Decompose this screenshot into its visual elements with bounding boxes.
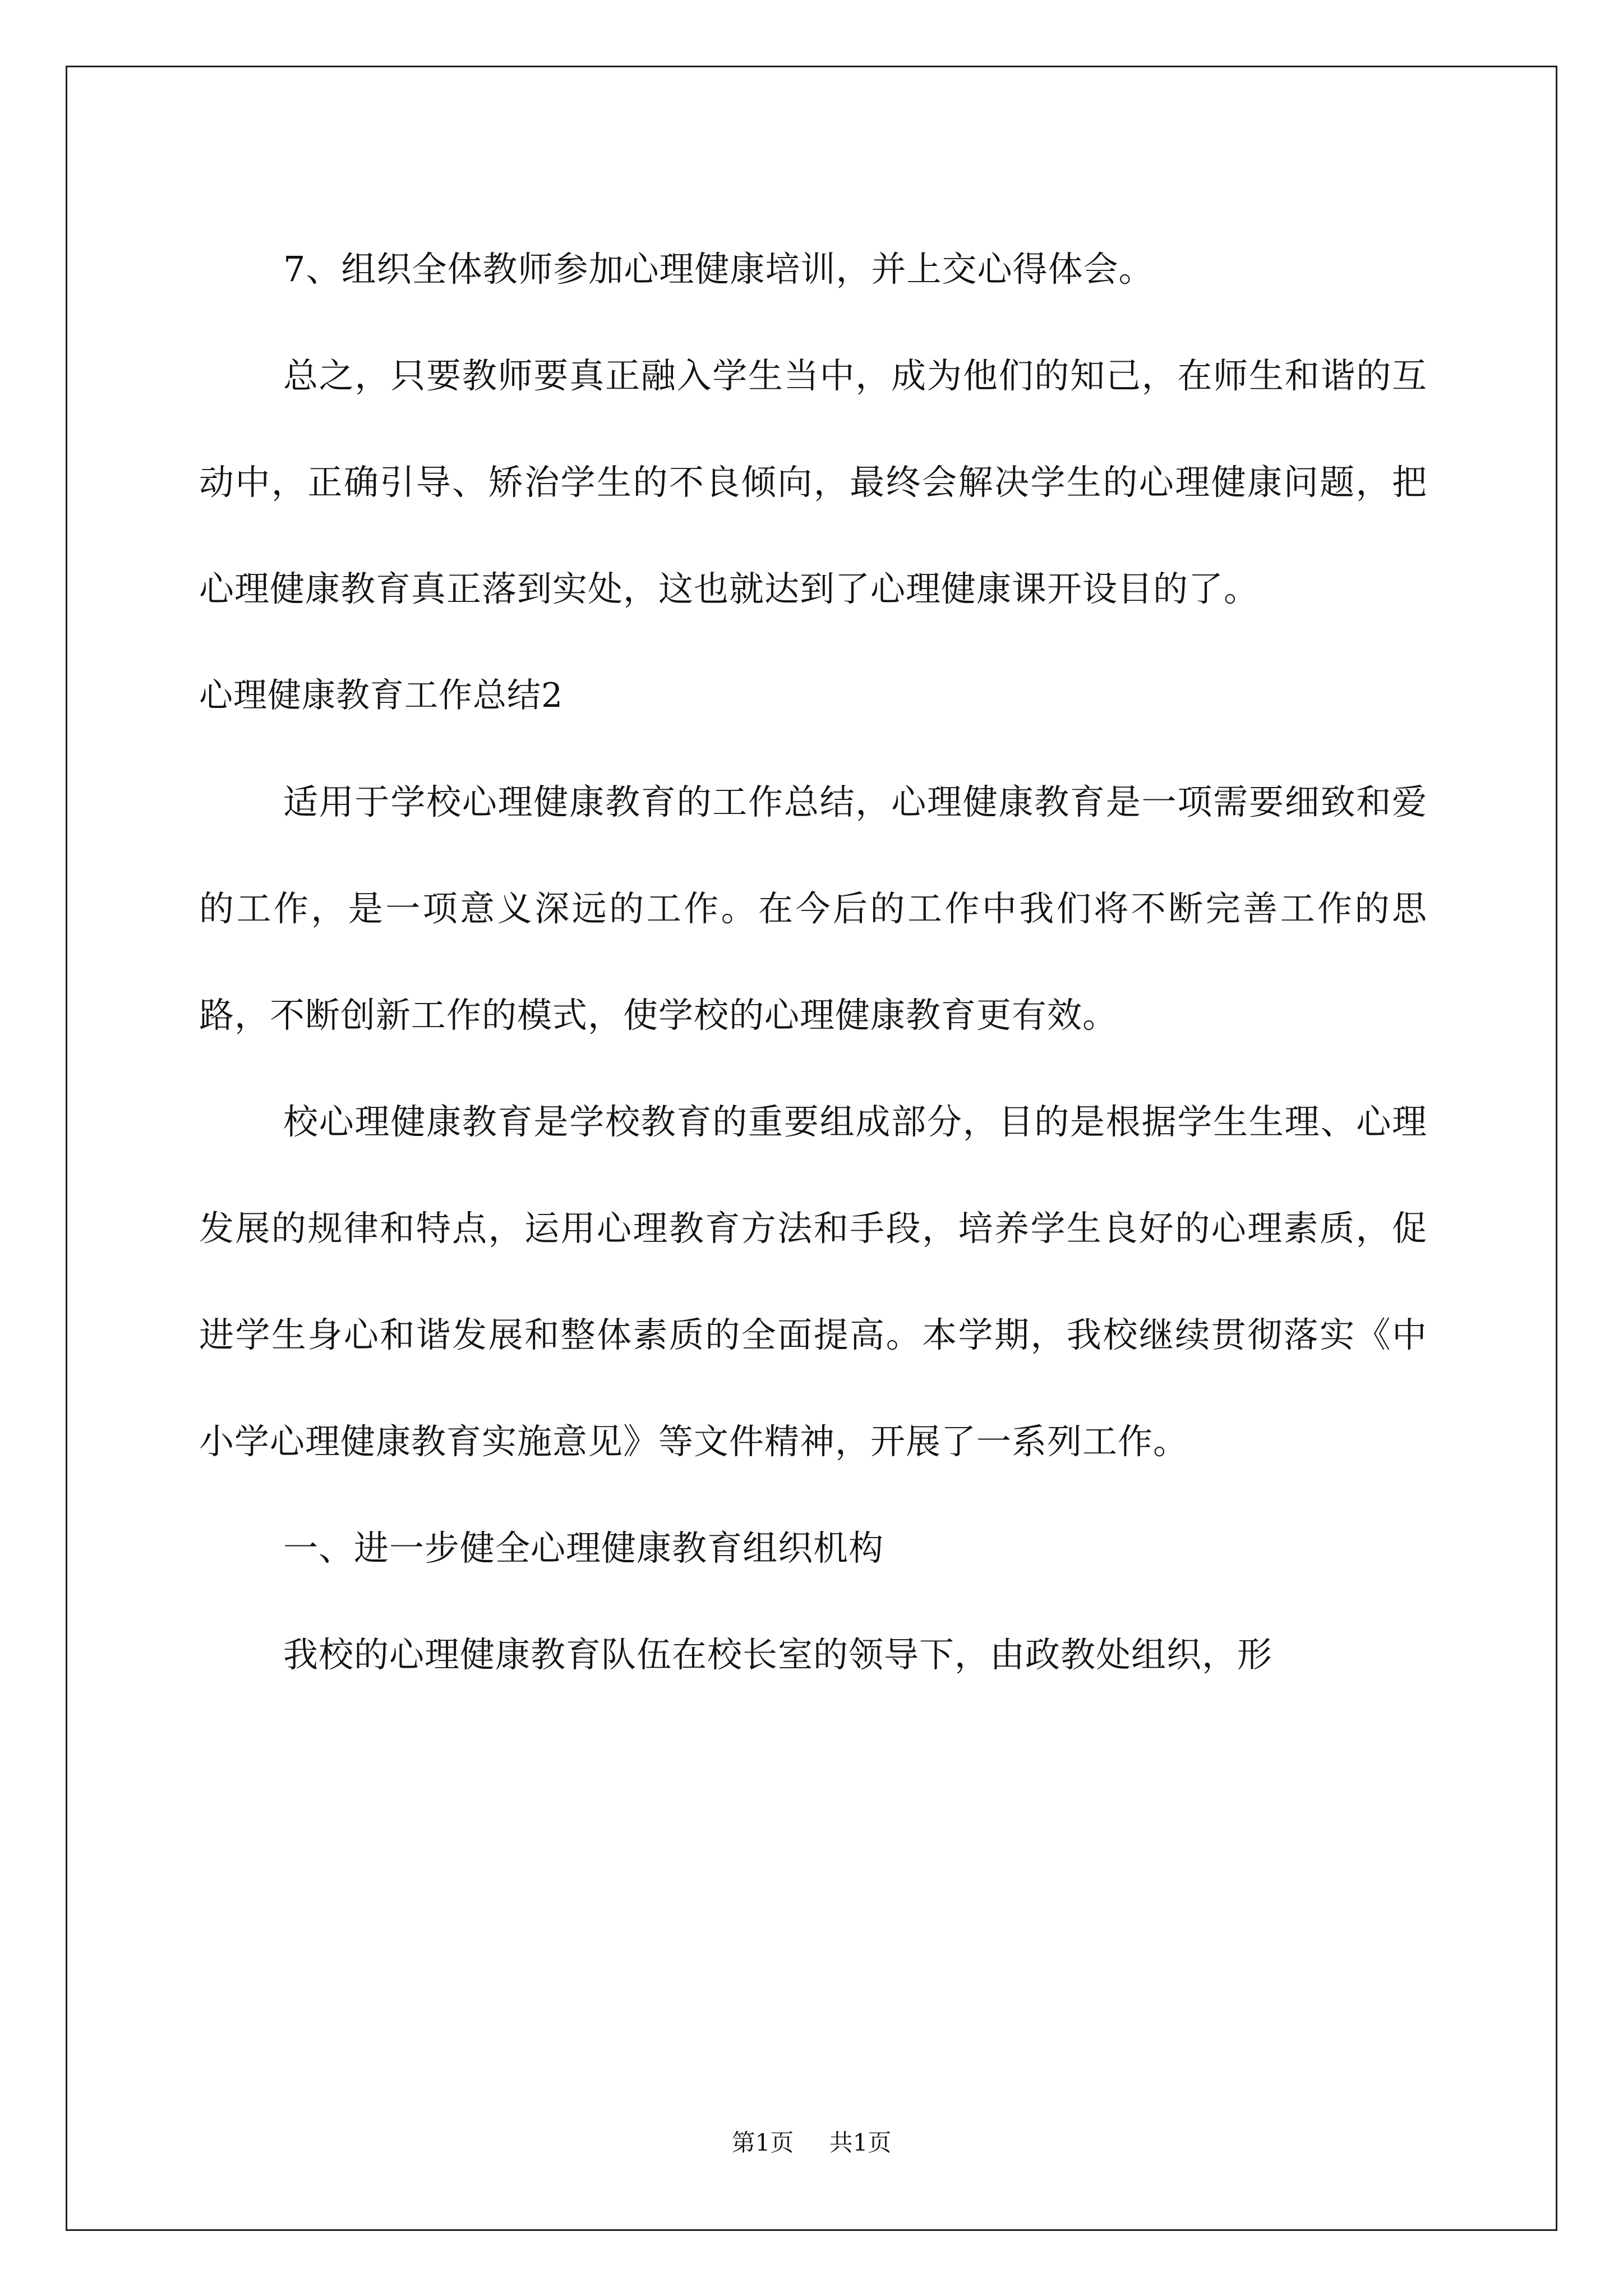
paragraph-conclusion: 总之，只要教师要真正融入学生当中，成为他们的知己，在师生和谐的互动中，正确引导、矫治学生的不良倾向，最终会解决学生的心理健康问题，把心理健康教育真正落到实处，这也就达到了心理健康课开设目的了。 bbox=[199, 355, 1427, 609]
page-total: 共1页 bbox=[829, 2129, 892, 2156]
document-body bbox=[199, 216, 1427, 1708]
paragraph-item-7: 7、组织全体教师参加心理健康培训，并上交心得体会。 bbox=[283, 249, 1154, 289]
paragraph-overview: 校心理健康教育是学校教育的重要组成部分，目的是根据学生生理、心理发展的规律和特点，运用心理教育方法和手段，培养学生良好的心理素质，促进学生身心和谐发展和整体素质的全面提高。本学期，我校继续贯彻落实《中小学心理健康教育实施意见》等文件精神，开展了一系列工作。 bbox=[199, 1101, 1427, 1462]
paragraph-team: 我校的心理健康教育队伍在校长室的领导下，由政教处组织，形 bbox=[283, 1634, 1273, 1675]
subheading-organization: 一、进一步健全心理健康教育组织机构 bbox=[283, 1527, 884, 1568]
page-number: 第1页 bbox=[731, 2129, 794, 2156]
section-heading: 心理健康教育工作总结2 bbox=[199, 676, 564, 715]
paragraph-intro: 适用于学校心理健康教育的工作总结，心理健康教育是一项需要细致和爱的工作，是一项意义深远的工作。在今后的工作中我们将不断完善工作的思路，不断创新工作的模式，使学校的心理健康教育更有效。 bbox=[199, 781, 1427, 1036]
page-footer bbox=[0, 2126, 1623, 2160]
